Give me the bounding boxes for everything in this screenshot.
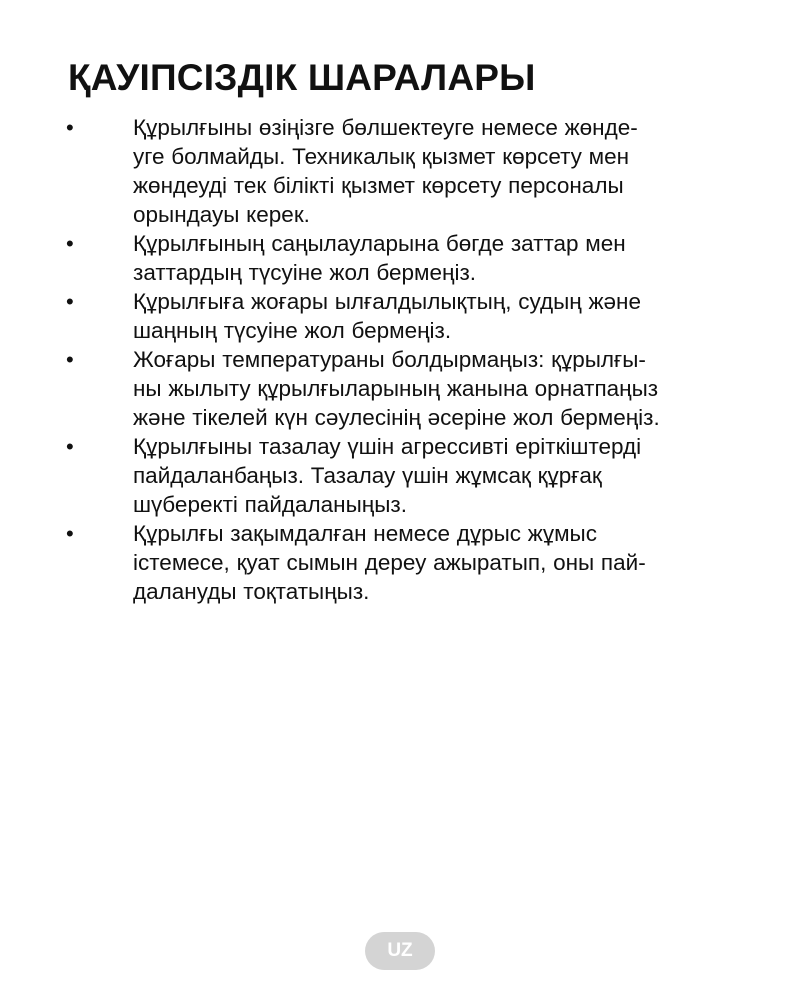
list-item-line: Құрылғыны өзіңізге бөлшектеуге немесе жөнде- — [133, 115, 638, 140]
list-item-line: жөндеуді тек білікті қызмет көрсету персоналы — [133, 173, 624, 198]
list-item-line: уге болмайды. Техникалық қызмет көрсету мен — [133, 144, 630, 169]
list-item — [0, 345, 800, 432]
bullet-icon: • — [66, 115, 74, 140]
bullet-icon: • — [66, 347, 74, 372]
safety-measures-list — [0, 113, 800, 606]
list-item-line: істемесе, қуат сымын дереу ажыратып, оны пай- — [133, 550, 646, 575]
page-title: ҚАУІПСІЗДІК ШАРАЛАРЫ — [68, 57, 536, 98]
list-item-line: шүберекті пайдаланыңыз. — [133, 492, 407, 517]
list-item-line: пайдаланбаңыз. Тазалау үшін жұмсақ құрғақ — [133, 463, 602, 488]
list-item-line: және тікелей күн сәулесінің әсеріне жол бермеңіз. — [133, 405, 660, 430]
list-item-line: Құрылғының саңылауларына бөгде заттар мен — [133, 231, 626, 256]
list-item-line: Құрылғыны тазалау үшін агрессивті еріткіштерді — [133, 434, 642, 459]
bullet-icon: • — [66, 521, 74, 546]
list-item-line: Құрылғы зақымдалған немесе дұрыс жұмыс — [133, 521, 597, 546]
list-item — [0, 519, 800, 606]
bullet-icon: • — [66, 434, 74, 459]
list-item-line: шаңның түсуіне жол бермеңіз. — [133, 318, 452, 343]
list-item-line: орындауы керек. — [133, 202, 310, 227]
list-item — [0, 287, 800, 345]
language-badge: UZ — [365, 932, 435, 970]
list-item — [0, 432, 800, 519]
list-item — [0, 113, 800, 229]
list-item — [0, 229, 800, 287]
list-item-line: Құрылғыға жоғары ылғалдылықтың, судың және — [133, 289, 641, 314]
list-item-line: Жоғары температураны болдырмаңыз: құрылғы- — [133, 347, 646, 372]
bullet-icon: • — [66, 289, 74, 314]
list-item-line: заттардың түсуіне жол бермеңіз. — [133, 260, 477, 285]
bullet-icon: • — [66, 231, 74, 256]
list-item-line: далануды тоқтатыңыз. — [133, 579, 370, 604]
list-item-line: ны жылыту құрылғыларының жанына орнатпаңыз — [133, 376, 659, 401]
